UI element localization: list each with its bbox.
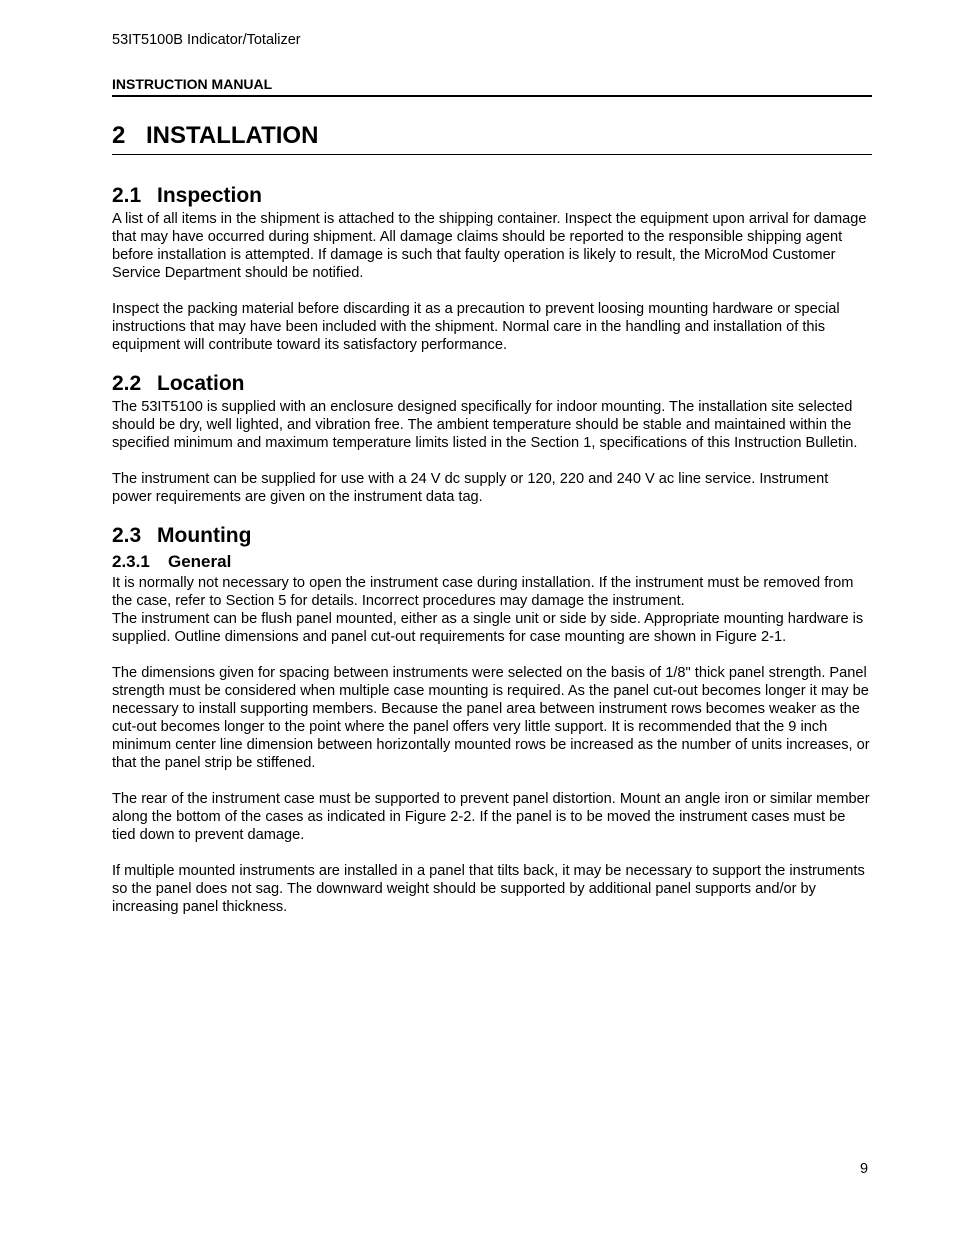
paragraph: The dimensions given for spacing between instruments were selected on the basis of 1/8" thick panel strength. Panel strength must be considered when multiple case mounting is required. As the panel cut-out becomes longer it may be necessary to install supporting members. Because the panel area between instrument rows becomes weaker as the cut-out becomes longer to the point where the panel offers very little support. It is recommended that the 9 inch minimum center line dimension between horizontally mounted rows be increased as the number of units increases, or that the panel strip be stiffened. bbox=[112, 665, 870, 771]
header-divider bbox=[112, 95, 872, 97]
section-title: Mounting bbox=[157, 524, 252, 547]
manual-label: INSTRUCTION MANUAL bbox=[112, 76, 273, 92]
paragraph: If multiple mounted instruments are installed in a panel that tilts back, it may be necessary to support the instruments so the panel does not sag. The downward weight should be supported by additional panel supports and/or by increasing panel thickness. bbox=[112, 863, 865, 915]
paragraph: The instrument can be flush panel mounted, either as a single unit or side by side. Appropriate mounting hardware is supplied. Outline dimensions and panel cut-out requirements for case mounting are shown in Figure 2-1. bbox=[112, 611, 864, 645]
section-number: 2.2 bbox=[112, 372, 142, 395]
chapter-heading bbox=[112, 122, 318, 150]
paragraph: The instrument can be supplied for use with a 24 V dc supply or 120, 220 and 240 V ac line service. Instrument power requirements are given on the instrument data tag. bbox=[112, 471, 829, 505]
document-title: 53IT5100B Indicator/Totalizer bbox=[112, 32, 301, 48]
chapter-title: INSTALLATION bbox=[146, 122, 319, 149]
section-number: 2.1 bbox=[112, 184, 142, 207]
subsection-heading-general bbox=[112, 550, 872, 574]
section-heading-location bbox=[112, 369, 872, 398]
paragraph: A list of all items in the shipment is attached to the shipping container. Inspect the equipment upon arrival for damage that may have occurred during shipment. All damage claims should be reported to the responsible shipping agent before installation is attempted. If damage is such that faulty operation is likely to result, the MicroMod Customer Service Department should be notified. bbox=[112, 211, 867, 281]
section-title: Inspection bbox=[157, 184, 263, 207]
chapter-content bbox=[112, 181, 872, 916]
subsection-number: 2.3.1 bbox=[112, 552, 150, 571]
section-title: Location bbox=[157, 372, 245, 395]
section-heading-mounting bbox=[112, 521, 872, 550]
paragraph: The 53IT5100 is supplied with an enclosure designed specifically for indoor mounting. The installation site selected should be dry, well lighted, and vibration free. The ambient temperature should be stable and maintained within the specified minimum and maximum temperature limits listed in the Section 1, specifications of this Instruction Bulletin. bbox=[112, 399, 858, 451]
chapter-number: 2 bbox=[112, 122, 126, 149]
paragraph: It is normally not necessary to open the instrument case during installation. If the instrument must be removed from the case, refer to Section 5 for details. Incorrect procedures may damage the instrument. bbox=[112, 575, 854, 609]
section-number: 2.3 bbox=[112, 524, 142, 547]
chapter-divider bbox=[112, 154, 872, 155]
subsection-title: General bbox=[168, 552, 232, 571]
section-heading-inspection bbox=[112, 181, 872, 210]
paragraph: Inspect the packing material before discarding it as a precaution to prevent loosing mounting hardware or special instructions that may have been included with the shipment. Normal care in the handling and installation of this equipment will contribute toward its satisfactory performance. bbox=[112, 301, 840, 353]
paragraph: The rear of the instrument case must be supported to prevent panel distortion. Mount an angle iron or similar member along the bottom of the cases as indicated in Figure 2-2. If the panel is to be moved the instrument cases must be tied down to prevent damage. bbox=[112, 791, 870, 843]
page-number: 9 bbox=[860, 1161, 869, 1177]
